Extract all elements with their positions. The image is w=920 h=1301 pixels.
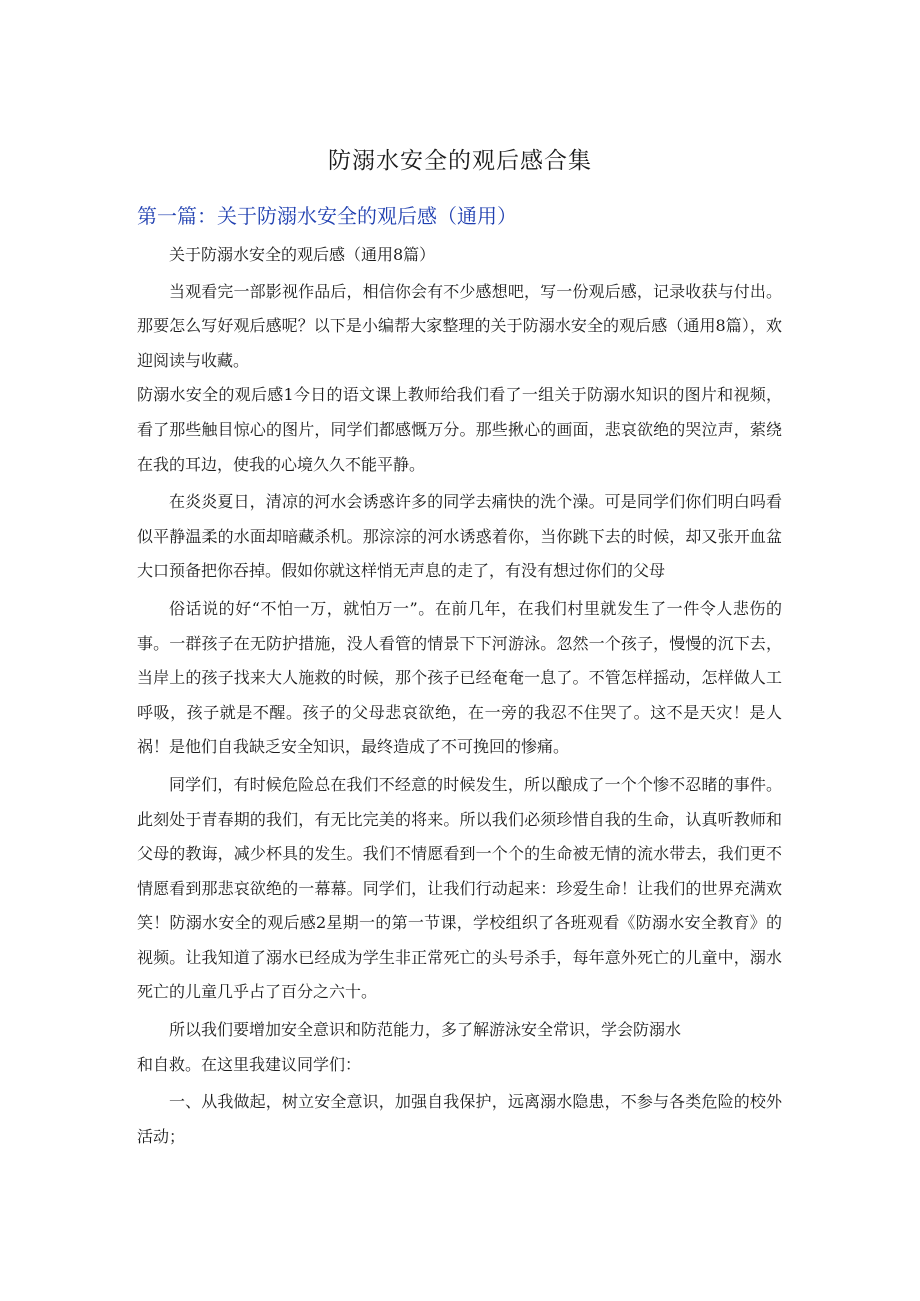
document-body	[137, 238, 782, 1154]
paragraph-cherish-life: 同学们，有时候危险总在我们不经意的时候发生，所以酿成了一个个惨不忍睹的事件。此刻处于青春期的我们，有无比完美的将来。所以我们必须珍惜自我的生命，认真听教师和父母的教诲，减少杯具的发生。我们不情愿看到一个个的生命被无情的流水带去，我们更不情愿看到那悲哀欲绝的一幕幕。同学们，让我们行动起来：珍爱生命！让我们的世界充满欢笑！防溺水安全的观后感2星期一的第一节课，学校组织了各班观看《防溺水安全教育》的视频。让我知道了溺水已经成为学生非正常死亡的头号杀手，每年意外死亡的儿童中，溺水死亡的儿童几乎占了百分之六十。	[137, 774, 782, 1002]
paragraph-village-story: 俗话说的好“不怕一万，就怕万一”。在前几年，在我们村里就发生了一件令人悲伤的事。一群孩子在无防护措施，没人看管的情景下下河游泳。忽然一个孩子，慢慢的沉下去，当岸上的孩子找来大人施救的时候，那个孩子已经奄奄一息了。不管怎样摇动，怎样做人工呼吸，孩子就是不醒。孩子的父母悲哀欲绝，在一旁的我忍不住哭了。这不是天灾！是人祸！是他们自我缺乏安全知识，最终造成了不可挽回的惨痛。	[137, 598, 782, 757]
section-heading: 第一篇：关于防溺水安全的观后感（通用）	[137, 204, 517, 228]
article-subtitle: 关于防溺水安全的观后感（通用8篇）	[169, 245, 436, 264]
paragraph-intro: 当观看完一部影视作品后，相信你会有不少感想吧，写一份观后感，记录收获与付出。那要怎么写好观后感呢？以下是小编帮大家整理的关于防溺水安全的观后感（通用8篇），欢迎阅读与收藏。	[137, 281, 782, 370]
paragraph-safety-awareness: 所以我们要增加安全意识和防范能力，多了解游泳安全常识，学会防溺水	[169, 1020, 682, 1040]
paragraph-essay-1-opening: 防溺水安全的观后感1今日的语文课上教师给我们看了一组关于防溺水知识的图片和视频，看了那些触目惊心的图片，同学们都感慨万分。那些揪心的画面，悲哀欲绝的哭泣声，萦绕在我的耳边，使我的心境久久不能平静。	[137, 385, 782, 474]
paragraph-summer-river: 在炎炎夏日，清凉的河水会诱惑许多的同学去痛快的洗个澡。可是同学们你们明白吗看似平静温柔的水面却暗藏杀机。那淙淙的河水诱惑着你，当你跳下去的时候，却又张开血盆大口预备把你吞掉。假如你就这样悄无声息的走了，有没有想过你们的父母	[137, 492, 782, 581]
paragraph-suggestion-1: 一、从我做起，树立安全意识，加强自我保护，远离溺水隐患，不参与各类危险的校外活动；	[137, 1092, 782, 1146]
paragraph-suggestion-intro: 和自救。在这里我建议同学们：	[137, 1054, 362, 1074]
document-title: 防溺水安全的观后感合集	[328, 148, 592, 174]
